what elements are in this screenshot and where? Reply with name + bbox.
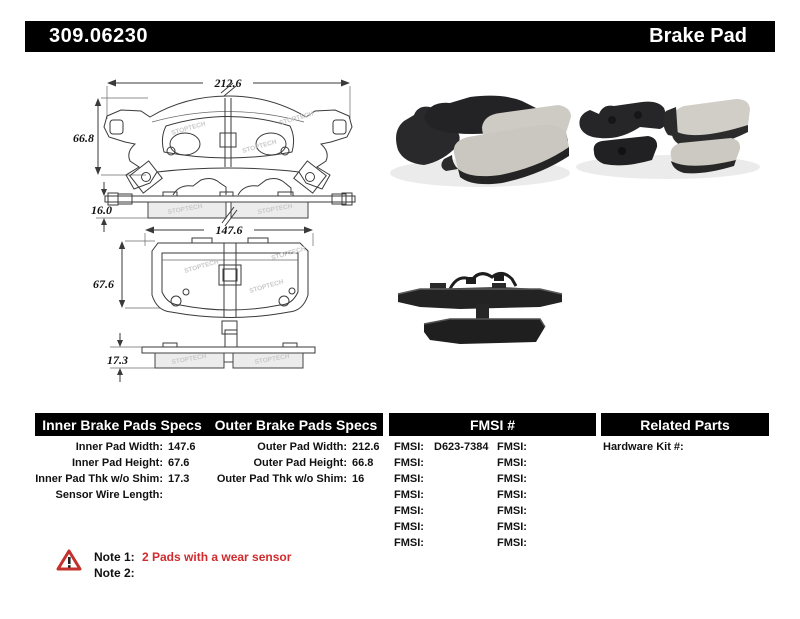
spec-value: 67.6 [168,457,190,469]
fmsi-left-column [394,439,488,551]
table-row [394,535,488,551]
table-row [394,455,488,471]
spec-value: 147.6 [168,441,196,453]
note2-label: Note 2: [94,566,135,580]
watermark-text: STOPTECH [167,202,204,216]
spec-label: Outer Pad Width: [257,441,347,453]
related-parts-table [603,439,692,455]
fmsi-title: FMSI # [469,416,516,433]
watermark-text: STOPTECH [254,352,291,366]
watermark-text: STOPTECH [171,352,208,366]
fmsi-label: FMSI: [497,489,527,501]
note1-label: Note 1: [94,550,135,564]
table-row [394,487,488,503]
part-number: 309.06230 [49,25,149,47]
spec-label: Inner Pad Width: [75,441,163,453]
watermark-text: STOPTECH [248,278,285,295]
table-row [394,439,488,455]
warning-icon [56,549,82,572]
note-row [94,565,291,581]
table-row [35,455,196,471]
outer-thickness-dimension: 16.0 [91,203,112,217]
fmsi-label: FMSI: [497,441,527,453]
fmsi-label: FMSI: [394,505,424,517]
spec-value: 17.3 [168,473,190,485]
outer-width-dimension: 212.6 [214,76,242,90]
fmsi-label: FMSI: [497,457,527,469]
related-parts-title: Related Parts [640,416,730,433]
spec-label: Outer Pad Thk w/o Shim: [216,473,347,485]
fmsi-right-column [497,439,537,551]
table-row [394,503,488,519]
fmsi-label: FMSI: [497,505,527,517]
header-bar [25,21,775,52]
table-row [200,439,380,455]
watermark-text: STOPTECH [257,202,294,216]
spec-value: 16 [352,473,365,485]
fmsi-label: FMSI: [394,473,424,485]
watermark-text: STOPTECH [241,138,278,155]
fmsi-label: FMSI: [497,537,527,549]
photo-edge-view-pads [398,273,562,344]
table-row [394,519,488,535]
photo-front-pads-right [576,99,760,179]
drawings-and-photos [0,55,800,413]
fmsi-header-bar [389,413,596,436]
inner-pad-side-view [107,330,315,382]
inner-specs-table [35,439,196,503]
spec-label: Inner Pad Height: [71,457,163,469]
outer-specs-table [200,439,380,487]
table-row [603,439,692,455]
table-row [394,471,488,487]
table-row [497,439,537,455]
watermark-text: STOPTECH [183,258,220,275]
watermark-text: STOPTECH [270,245,307,262]
related-label: Hardware Kit #: [603,441,684,453]
outer-pad-drawing [73,76,352,193]
watermark-text: STOPTECH [170,120,207,137]
photo-front-pads-left [390,96,571,187]
related-parts-header-bar [601,413,769,436]
spec-value: 66.8 [352,457,374,469]
outer-specs-title: Outer Brake Pads Specs [214,416,378,433]
fmsi-label: FMSI: [394,537,424,549]
spec-label: Sensor Wire Length: [55,489,163,501]
note1-text: 2 Pads with a wear sensor [142,550,292,564]
table-row [497,519,537,535]
notes-block [94,549,291,581]
spec-value: 212.6 [352,441,380,453]
table-row [497,487,537,503]
inner-height-dimension: 67.6 [93,277,114,291]
table-row [35,487,196,503]
inner-thickness-dimension: 17.3 [107,353,128,367]
fmsi-label: FMSI: [497,473,527,485]
inner-width-dimension: 147.6 [215,223,243,237]
fmsi-label: FMSI: [394,489,424,501]
inner-specs-title: Inner Brake Pads Specs [42,416,202,433]
fmsi-label: FMSI: [394,521,424,533]
table-row [200,455,380,471]
specs-header-bar [35,413,383,436]
fmsi-label: FMSI: [394,457,424,469]
outer-height-dimension: 66.8 [73,131,94,145]
watermark-text: STOPTECH [278,110,315,127]
product-type-title: Brake Pad [649,25,747,47]
fmsi-label: FMSI: [394,441,424,453]
table-row [35,439,196,455]
table-row [497,455,537,471]
spec-label: Outer Pad Height: [253,457,347,469]
fmsi-label: FMSI: [497,521,527,533]
table-row [497,503,537,519]
fmsi-value: D623-7384 [434,441,489,453]
spec-label: Inner Pad Thk w/o Shim: [35,473,163,485]
table-row [497,535,537,551]
table-row [497,471,537,487]
note-row [94,549,291,565]
table-row [200,471,380,487]
table-row [35,471,196,487]
inner-pad-drawing [93,223,313,334]
